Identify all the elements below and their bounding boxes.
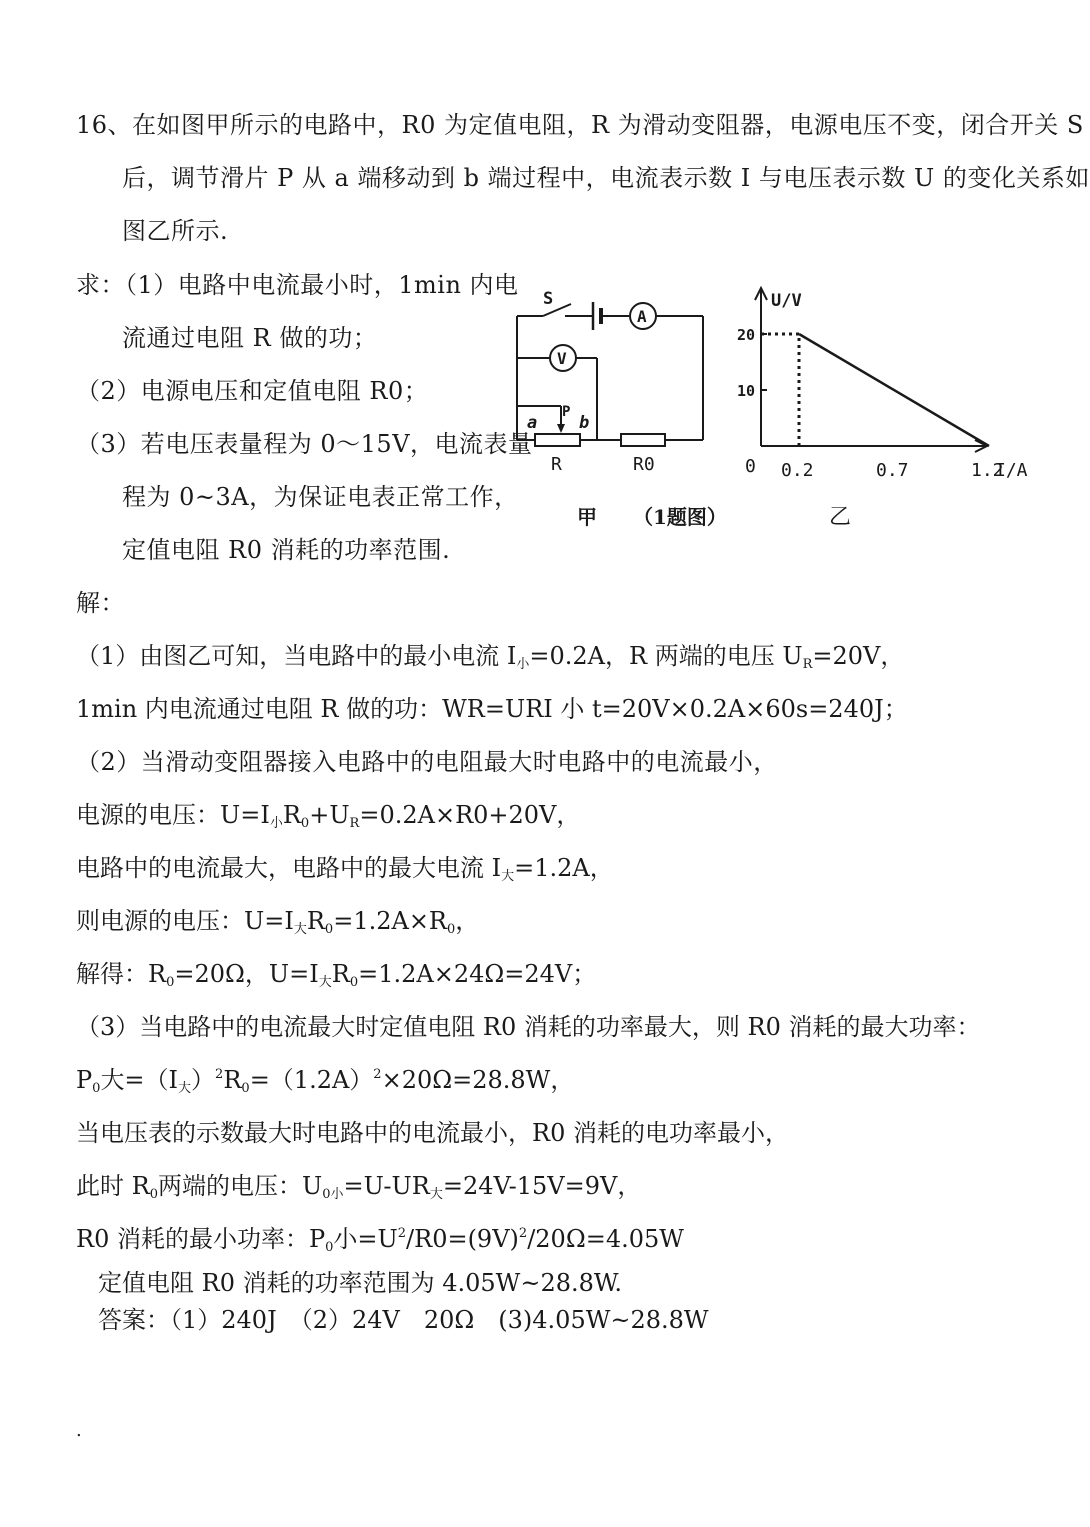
y-tick-label-1: 20 (737, 326, 756, 344)
solution-3-line-2: $P_0$大$=(I_大)^2R_0=(1.2A)^2\times 20\Omega=28.8W$， (76, 1066, 575, 1096)
power-range: 定值电阻 R0 消耗的功率范围为 4.05W~28.8W. (98, 1269, 622, 1297)
ask-1b: 流通过电阻 R 做的功； (122, 324, 378, 352)
solution-1-line-1: （1）由图乙可知，当电路中的最小电流 $I_小=0.2A$，R 两端的电压 $U_R=20V$， (76, 642, 905, 672)
solution-1-line-2: 1min 内电流通过电阻 R 做的功：WR=URI 小 t=20V×0.2A×60s=240J； (76, 695, 908, 723)
ask-3b: 程为 0~3A，为保证电表正常工作， (122, 483, 519, 511)
footer-dot: . (76, 1420, 82, 1441)
solution-2-line-1: （2）当滑动变阻器接入电路中的电阻最大时电路中的电流最小， (76, 748, 778, 776)
solution-2-line-3: 电路中的电流最大，电路中的最大电流 $I_大=1.2A$， (76, 854, 614, 884)
origin-label: 0 (745, 456, 756, 477)
ask-3c: 定值电阻 R0 消耗的功率范围. (122, 536, 451, 564)
solution-3-line-4: 此时 $R_0$两端的电压：$U_{0小}=U-UR_大=24V-15V=9V$， (76, 1172, 642, 1202)
r0-resistor (621, 434, 665, 446)
solution-2-line-5: 解得：$R_0=20\Omega$，$U=I_大R_0=1.2A\times 24\Omega=24V$； (76, 960, 597, 990)
solution-3-line-5: R0 消耗的最小功率：$P_0$小$=U^2/R0=(9V)^2/20\Omega=4.05W$ (76, 1225, 684, 1255)
r0-label: R0 (633, 454, 655, 475)
r-resistor (535, 434, 580, 446)
question-line-1: 16、在如图甲所示的电路中，R0 为定值电阻，R 为滑动变阻器，电源电压不变，闭合开关 S (76, 111, 1084, 139)
solution-3-line-1: （3）当电路中的电流最大时定值电阻 R0 消耗的功率最大，则 R0 消耗的最大功率： (76, 1013, 981, 1041)
figure-svg (505, 278, 1028, 548)
solution-2-line-4: 则电源的电压：$U=I_大R_0=1.2A\times R_0$， (76, 907, 480, 937)
r-label: R (551, 454, 562, 475)
y-tick-label-0: 10 (737, 382, 756, 400)
question-line-2: 后，调节滑片 P 从 a 端移动到 b 端过程中，电流表示数 I 与电压表示数 U 的变化关系如 (122, 164, 1090, 192)
solution-2-line-2: 电源的电压：$U=I_小R_0+U_R=0.2A\times R0+20V$， (76, 801, 581, 831)
ask-2: （2）电源电压和定值电阻 R0； (76, 377, 429, 405)
answer-line: 答案：（1）240J （2）24V 20Ω (3)4.05W~28.8W (98, 1306, 709, 1334)
x-tick-label-0: 0.2 (781, 460, 814, 481)
figure (505, 278, 1028, 548)
solution-3-line-3: 当电压表的示数最大时电路中的电流最小，R0 消耗的电功率最小， (76, 1119, 789, 1147)
slider-p-label: P (562, 404, 571, 420)
caption-mid: （1题图） (633, 505, 727, 529)
slider-arrow-icon (557, 424, 565, 433)
x-tick-label-1: 0.7 (876, 460, 909, 481)
ask-1a: 求：（1）电路中电流最小时，1min 内电 (76, 271, 519, 299)
circuit (517, 302, 703, 446)
question-line-3: 图乙所示. (122, 217, 229, 245)
voltmeter-label: V (557, 349, 567, 368)
ammeter-label: A (637, 307, 647, 326)
series-line-0-0 (799, 334, 989, 446)
x-tick-label-2: 1.2 (971, 460, 1004, 481)
caption-right: 乙 (829, 505, 852, 530)
end-b-label: b (579, 413, 590, 433)
caption-left: 甲 (577, 505, 597, 529)
chart (737, 288, 1028, 481)
switch-label: S (543, 289, 554, 309)
ask-3a: （3）若电压表量程为 0～15V，电流表量 (76, 430, 533, 458)
y-axis-label: U/V (771, 291, 802, 311)
solution-heading: 解： (76, 589, 125, 617)
x-axis-label: I/A (995, 460, 1028, 481)
end-a-label: a (527, 413, 538, 433)
